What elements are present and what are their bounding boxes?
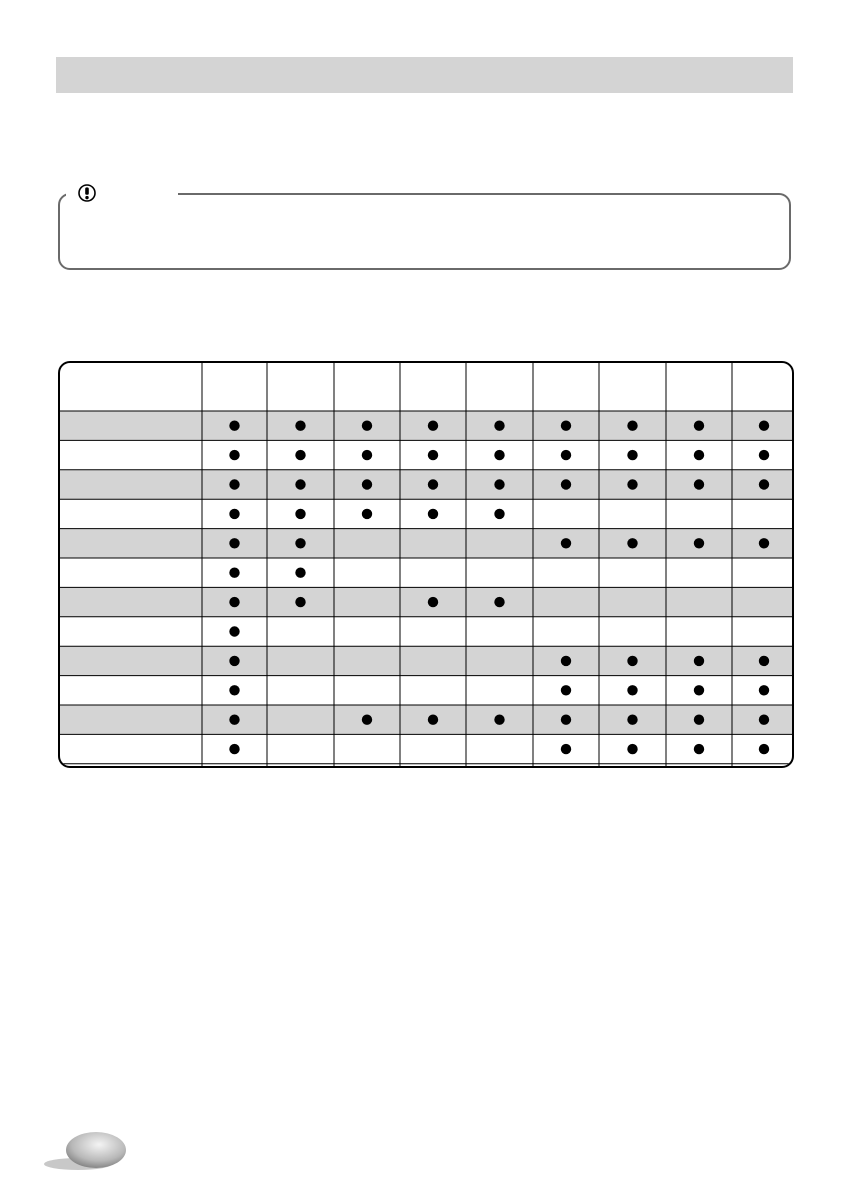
table-cell-marker [229,685,239,695]
table-cell-marker [494,715,504,725]
table-cell-marker [295,568,305,578]
table-cell-marker [494,509,504,519]
table-cell-marker [428,715,438,725]
table-cell-marker [694,744,704,754]
table-cell-marker [229,538,239,548]
table-cell-marker [229,421,239,431]
table-cell-marker [759,685,769,695]
table-cell-marker [295,509,305,519]
table-cell-marker [494,597,504,607]
table-cell-marker [759,450,769,460]
table-cell-marker [561,744,571,754]
table-cell-marker [561,715,571,725]
table-cell-marker [362,479,372,489]
table-cell-marker [694,479,704,489]
table-cell-marker [428,450,438,460]
table-cell-marker [627,421,637,431]
table-row-shade [60,646,794,675]
table-cell-marker [229,450,239,460]
table-cell-marker [627,744,637,754]
table-cell-marker [494,450,504,460]
table-cell-marker [561,538,571,548]
table-cell-marker [561,656,571,666]
table-cell-marker [561,450,571,460]
table-cell-marker [694,421,704,431]
table-cell-marker [428,509,438,519]
table-cell-marker [295,597,305,607]
table-row-shade [60,705,794,734]
table-cell-marker [627,715,637,725]
table-cell-marker [295,479,305,489]
table-cell-marker [694,656,704,666]
table-cell-marker [759,656,769,666]
table-cell-marker [561,421,571,431]
table-cell-marker [759,744,769,754]
compatibility-table [58,361,794,768]
table-cell-marker [694,685,704,695]
exclamation-icon [78,184,96,202]
table-cell-marker [494,421,504,431]
table-cell-marker [759,479,769,489]
table-cell-marker [627,450,637,460]
table-row-shade [60,587,794,616]
table-cell-marker [229,656,239,666]
table-cell-marker [229,715,239,725]
compatibility-table-graphic [60,363,794,768]
table-cell-marker [362,509,372,519]
table-row-shade [60,470,794,499]
table-cell-marker [759,421,769,431]
table-cell-marker [694,538,704,548]
table-cell-marker [229,626,239,636]
table-cell-marker [295,450,305,460]
table-cell-marker [694,450,704,460]
table-cell-marker [229,479,239,489]
table-cell-marker [295,421,305,431]
table-cell-marker [561,479,571,489]
table-cell-marker [229,509,239,519]
table-cell-marker [428,421,438,431]
table-cell-marker [362,450,372,460]
table-cell-marker [694,715,704,725]
note-box [58,193,791,270]
table-cell-marker [759,538,769,548]
section-header-bar [56,57,793,93]
page-badge-icon [38,1128,134,1174]
table-cell-marker [229,744,239,754]
table-cell-marker [229,568,239,578]
table-cell-marker [295,538,305,548]
table-cell-marker [362,715,372,725]
table-cell-marker [627,685,637,695]
table-cell-marker [627,656,637,666]
table-cell-marker [362,421,372,431]
table-row-shade [60,411,794,440]
table-cell-marker [627,479,637,489]
table-cell-marker [561,685,571,695]
table-cell-marker [229,597,239,607]
table-row-shade [60,529,794,558]
table-cell-marker [428,597,438,607]
table-cell-marker [759,715,769,725]
table-cell-marker [494,479,504,489]
table-cell-marker [627,538,637,548]
table-cell-marker [428,479,438,489]
